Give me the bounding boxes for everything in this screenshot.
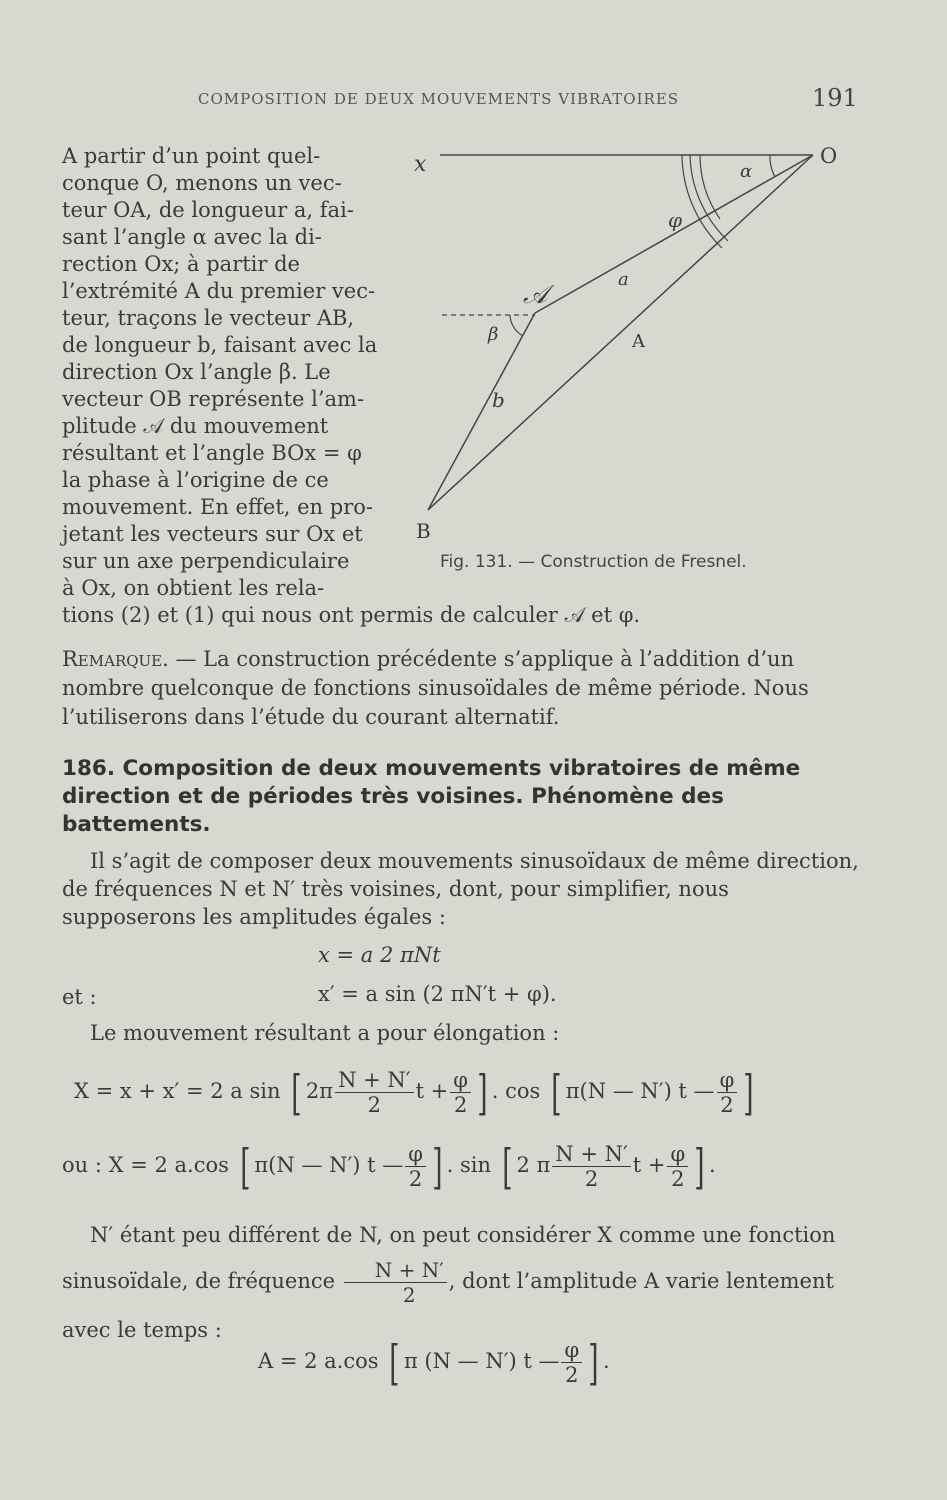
paragraph-3 bbox=[62, 1212, 862, 1353]
text-line: résultant et l’angle BOx = φ bbox=[62, 441, 362, 465]
fresnel-diagram bbox=[400, 135, 850, 545]
text-line: vecteur OB représente l’am- bbox=[62, 387, 365, 411]
eq5-lhs: A = 2 a.cos bbox=[258, 1349, 379, 1373]
bracket-close: ] bbox=[743, 1064, 754, 1121]
bracket-close: ] bbox=[588, 1334, 599, 1391]
text-line: l’extrémité A du premier vec- bbox=[62, 279, 376, 303]
equation-5 bbox=[258, 1334, 610, 1391]
bracket-open: [ bbox=[551, 1064, 562, 1121]
label-x: x bbox=[414, 152, 427, 177]
text-line: de longueur b, faisant avec la bbox=[62, 333, 378, 357]
eq5-end: . bbox=[602, 1349, 610, 1373]
fraction-denominator: 2 bbox=[402, 1283, 416, 1307]
fraction-denominator: 2 bbox=[565, 1363, 579, 1387]
fraction bbox=[552, 1142, 630, 1191]
paragraph-1: Il s’agit de composer deux mouvements sinusoïdaux de même direction, de fréquences N et N′ très voisines, dont, pour simplifier, nous supposerons les amplitudes égales : bbox=[62, 849, 859, 929]
text-line: teur OA, de longueur a, fai- bbox=[62, 198, 354, 222]
equation-3 bbox=[74, 1064, 758, 1121]
text-line: conque O, menons un vec- bbox=[62, 171, 342, 195]
intro-paragraph bbox=[62, 143, 392, 602]
fraction-numerator: N + N′ bbox=[552, 1142, 630, 1167]
eq5-b1: π (N — N′) t — bbox=[403, 1349, 560, 1373]
fraction-numerator: N + N′ bbox=[335, 1068, 413, 1093]
fraction-numerator: φ bbox=[561, 1338, 582, 1363]
eq4-prefix: ou : bbox=[62, 1153, 102, 1177]
vector-ab bbox=[428, 313, 535, 510]
fraction bbox=[450, 1068, 471, 1117]
label-amplitude: 𝒜 bbox=[523, 280, 548, 310]
fraction-numerator: φ bbox=[667, 1142, 688, 1167]
para3-start: N′ étant peu différent de N, on peut considérer X comme une fonction sinusoïdale, de fréquence bbox=[62, 1223, 836, 1293]
para3-end: , dont l’amplitude A varie lentement avec le temps : bbox=[62, 1269, 834, 1342]
fraction-denominator: 2 bbox=[584, 1167, 599, 1191]
label-a-vector: A bbox=[632, 331, 645, 352]
running-header: COMPOSITION DE DEUX MOUVEMENTS VIBRATOIRES bbox=[198, 90, 680, 108]
bracket-close: ] bbox=[432, 1138, 443, 1195]
fraction bbox=[561, 1338, 582, 1387]
eq4-c1: 2 π bbox=[516, 1153, 551, 1177]
equation-2-prefix: et : bbox=[62, 985, 97, 1009]
alpha-arc bbox=[770, 155, 775, 177]
bracket-open: [ bbox=[291, 1064, 302, 1121]
section-heading: 186. Composition de deux mouvements vibratoires de même direction et de périodes très voisines. Phénomène des battements. bbox=[62, 756, 801, 837]
bracket-open: [ bbox=[239, 1138, 251, 1195]
figure-caption: Fig. 131. — Construction de Fresnel. bbox=[440, 552, 747, 572]
label-a: a bbox=[618, 269, 629, 290]
page-number: 191 bbox=[812, 84, 858, 112]
bracket-close: ] bbox=[694, 1138, 705, 1195]
eq4-mid: . sin bbox=[446, 1153, 492, 1177]
text-line: jetant les vecteurs sur Ox et bbox=[62, 522, 363, 546]
eq3-a2: t + bbox=[415, 1079, 449, 1103]
fraction bbox=[405, 1142, 426, 1191]
fraction-denominator: 2 bbox=[453, 1093, 468, 1117]
equation-1: x = a 2 πNt bbox=[318, 943, 441, 967]
continuation-line: tions (2) et (1) qui nous ont permis de calculer 𝒜 et φ. bbox=[62, 603, 641, 627]
text-line: plitude 𝒜 du mouvement bbox=[62, 414, 329, 438]
fraction-numerator: φ bbox=[717, 1068, 738, 1093]
label-alpha: α bbox=[740, 161, 753, 182]
fraction-numerator: φ bbox=[405, 1142, 426, 1167]
fraction bbox=[344, 1258, 447, 1307]
beta-arc bbox=[510, 315, 523, 336]
vector-oa bbox=[535, 155, 813, 313]
eq4-c2: t + bbox=[632, 1153, 666, 1177]
fraction bbox=[667, 1142, 688, 1191]
eq3-lhs: X = x + x′ = 2 a sin bbox=[74, 1079, 281, 1103]
fraction-denominator: 2 bbox=[367, 1093, 382, 1117]
fraction-denominator: 2 bbox=[671, 1167, 685, 1191]
text-line: direction Ox l’angle β. Le bbox=[62, 360, 331, 384]
fraction-numerator: N + N′ bbox=[344, 1258, 447, 1283]
text-line: rection Ox; à partir de bbox=[62, 252, 300, 276]
label-b: b bbox=[492, 388, 505, 412]
text-line: sant l’angle α avec la di- bbox=[62, 225, 322, 249]
text-line: A partir d’un point quel- bbox=[62, 144, 321, 168]
remark-text: — La construction précédente s’applique à l’addition d’un nombre quelconque de fonctions sinusoïdales de même période. Nous l’utiliserons dans l’étude du courant alternatif. bbox=[62, 647, 809, 729]
equation-4 bbox=[62, 1138, 716, 1195]
eq4-b1: π(N — N′) t — bbox=[254, 1153, 404, 1177]
eq3-b1: π(N — N′) t — bbox=[565, 1079, 715, 1103]
text-line: teur, traçons le vecteur AB, bbox=[62, 306, 355, 330]
fraction bbox=[335, 1068, 413, 1117]
label-phi-top: φ bbox=[668, 208, 683, 232]
bracket-open: [ bbox=[389, 1334, 400, 1391]
text-line: à Ox, on obtient les rela- bbox=[62, 576, 325, 600]
fraction-denominator: 2 bbox=[720, 1093, 734, 1117]
label-beta: β bbox=[488, 324, 499, 345]
fraction-denominator: 2 bbox=[408, 1167, 423, 1191]
fraction-numerator: φ bbox=[450, 1068, 471, 1093]
equation-2: x′ = a sin (2 πN′t + φ). bbox=[318, 982, 557, 1006]
text-line: mouvement. En effet, en pro- bbox=[62, 495, 373, 519]
fraction bbox=[717, 1068, 738, 1117]
bracket-close: ] bbox=[477, 1064, 488, 1121]
text-line: sur un axe perpendiculaire bbox=[62, 549, 350, 573]
vector-ob bbox=[428, 155, 813, 510]
eq3-mid: . cos bbox=[491, 1079, 541, 1103]
eq4-lhs: X = 2 a.cos bbox=[108, 1153, 229, 1177]
phi-arc-1 bbox=[682, 155, 722, 248]
remark-paragraph bbox=[62, 645, 862, 732]
eq3-a1: 2π bbox=[305, 1079, 334, 1103]
bracket-open: [ bbox=[501, 1138, 513, 1195]
label-b-point: B bbox=[416, 519, 431, 543]
eq4-end: . bbox=[708, 1153, 716, 1177]
text-line: la phase à l’origine de ce bbox=[62, 468, 329, 492]
label-o: O bbox=[820, 144, 838, 168]
paragraph-2: Le mouvement résultant a pour élongation : bbox=[90, 1021, 560, 1045]
remark-label: Remarque. bbox=[62, 647, 169, 671]
